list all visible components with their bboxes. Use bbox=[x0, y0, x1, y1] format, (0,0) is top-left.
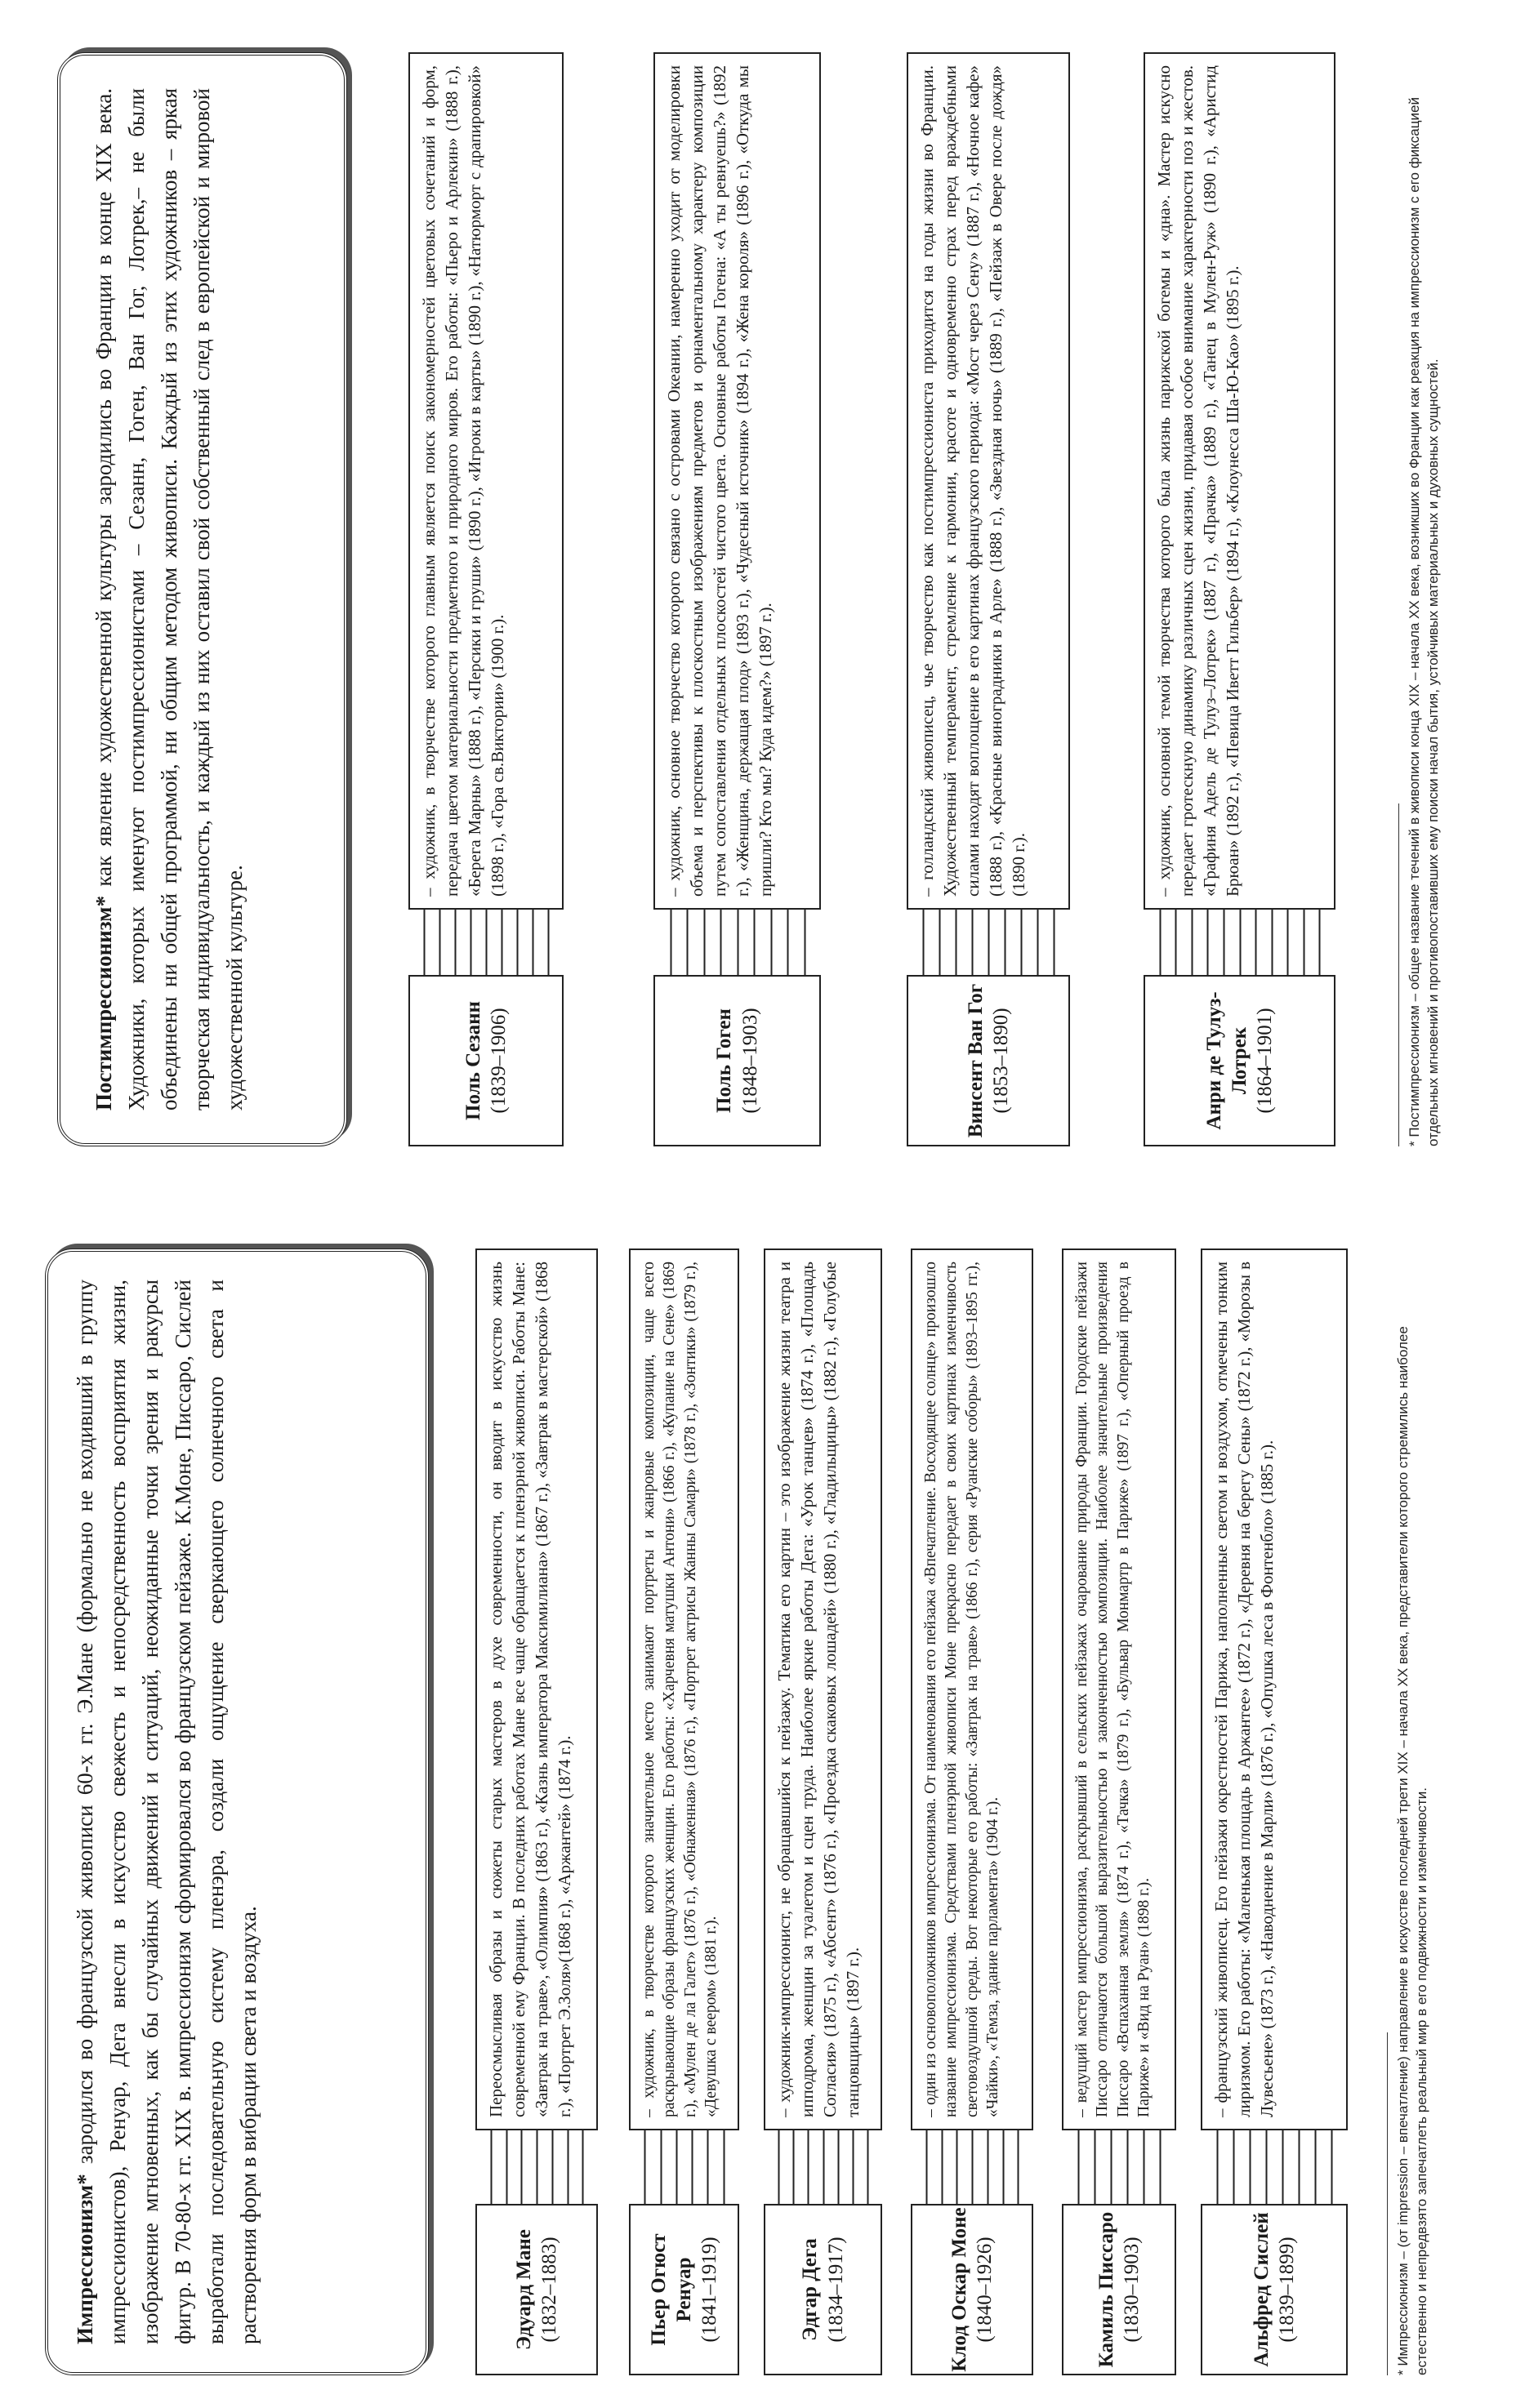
artist-description: – голландский живописец, чье творчество как постимпрессиониста приходится на годы жизни во Франции. Художественный темперамент, стремление к гармонии, красоте и одновременно страх перед враждебными силами находят воплощение в его картинах французского периода: «Мост через Сену» (1887 г.), «Ночное кафе» (1888 г.), «Красные виноградники в Арле» (1888 г.), «Звездная ночь» (1889 г.), «Пейзаж в Овере после дождя» (1890 г.). bbox=[907, 52, 1070, 910]
artist-years: (1834–1917) bbox=[824, 2237, 847, 2343]
artist-name-box bbox=[1144, 975, 1335, 1146]
artist-name: Поль Гоген bbox=[713, 1008, 736, 1113]
connector-lines bbox=[1062, 2130, 1176, 2204]
footnote-rule bbox=[1398, 803, 1399, 1146]
artist-description: – художник, в творчестве которого главным является поиск закономерностей цветовых сочетаний и форм, передача цветом материальности предметного и природного миров. Его работы: «Пьеро и Арлекин» (1888 г.), «Берега Марны» (1888 г.), «Персики и груши» (1890 г.), «Игроки в карты» (1890 г.), «Натюрморт с драпировкой» (1898 г.), «Гора св.Виктории» (1900 г.). bbox=[408, 52, 564, 910]
postimpressionism-intro bbox=[57, 52, 347, 1146]
connector-lines bbox=[629, 2130, 739, 2204]
impressionism-intro bbox=[45, 1249, 429, 2375]
footnote bbox=[1387, 1249, 1432, 2375]
footnote-text: * Импрессионизм – (от impression – впечатление) направление в искусстве последней трети XIX – начала XX века, представители которого стремились наиболее естественно и непредвзято запечатлеть реальный мир в его подвижности и изменчивости. bbox=[1395, 1326, 1429, 2375]
artist-name: Альфред Сислей bbox=[1250, 2212, 1273, 2367]
artist-description: – художник, основное творчество которого связано с островами Океании, намеренно уходит от моделировки объема и перспективы к плоскостным изображениям предметов и орнаментальному характеру композиции путем сопоставления отдельных плоскостей чистого цвета. Основные работы Гогена: «А ты ревнуешь?» (1892 г.), «Женщина, держащая плод» (1893 г.), «Чудесный источник» (1894 г.), «Жена короля» (1896 г.), «Откуда мы пришли? Кто мы? Куда идем?» (1897 г.). bbox=[653, 52, 821, 910]
artist-years: (1841–1919) bbox=[698, 2237, 721, 2343]
connector-lines bbox=[911, 2130, 1033, 2204]
artist-description: – художник, в творчестве которого значительное место занимают портреты и жанровые композиции, чаще всего раскрывающие образы французских женщин. Его работы: «Харчевня матушки Антони» (1866 г.), «Купание на Сене» (1869 г.), «Мулен де ла Галет» (1876 г.), «Обнаженная» (1876 г.), «Портрет актрисы Жанны Самари» (1878 г.), «Зонтики» (1879 г.), «Девушка с веером» (1881 г.). bbox=[629, 1249, 739, 2130]
artist-name: Эдуард Мане bbox=[512, 2229, 535, 2350]
artist-name: Клод Оскар Моне bbox=[948, 2207, 970, 2372]
intro-text: зародился во французской живописи 60-х гг. Э.Мане (формально не входивший в группу импрессионистов), Ренуар, Дега внесли в искусство свежесть и непосредственность восприятия жизни, изображение мгновенных, как бы случайных движений и ситуаций, неожиданные точки зрения и ракурсы фигур. В 70-80-х гг. XIX в. импрессионизм сформировался во французском пейзаже. К.Моне, Писсаро, Сислей выработали последовательную систему пленэра, создали ощущение сверкающего солнечного света и растворения форм в вибрации света и воздуха. bbox=[73, 1280, 261, 2344]
intro-text: как явление художественной культуры зародились во Франции в конце XIX века. Художники, которых именуют постимпрессионистами – Сезанн, Гоген, Ван Гог, Лотрек,– не были объединены ни общей программой, ни общим методом живописи. Каждый из этих художников – яркая творческая индивидуальность, и каждый из них оставил свой собственный след в европейской и мировой художественной культуре. bbox=[91, 88, 247, 1111]
artist-years: (1832–1883) bbox=[538, 2237, 560, 2343]
intro-term: Постимпрессионизм* bbox=[91, 895, 116, 1111]
artist-name-box bbox=[764, 2204, 882, 2375]
artist-name-box bbox=[653, 975, 821, 1146]
artist-name-box bbox=[408, 975, 564, 1146]
connector-lines bbox=[1201, 2130, 1348, 2204]
artist-description: – французский живописец. Его пейзажи окрестностей Парижа, наполненные светом и воздухом, отмечены тонким лиризмом. Его работы: «Маленькая площадь в Аржантее» (1872 г.), «Деревня на берегу Сены» (1872 г.), «Морозы в Лувесьене» (1873 г.), «Наводнение в Марли» (1876 г.), «Опушка леса в Фонтенбло» (1885 г.). bbox=[1201, 1249, 1348, 2130]
connector-comb bbox=[907, 910, 1070, 975]
artist-name-box bbox=[475, 2204, 598, 2375]
artist-years: (1848–1903) bbox=[738, 1008, 761, 1114]
artist-years: (1840–1926) bbox=[974, 2237, 996, 2343]
connector-lines bbox=[764, 2130, 882, 2204]
footnote bbox=[1398, 52, 1443, 1146]
intro-term: Импрессионизм* bbox=[73, 2174, 97, 2344]
connector-lines bbox=[1144, 910, 1335, 975]
artist-years: (1839–1899) bbox=[1276, 2237, 1298, 2343]
connector-lines bbox=[653, 910, 821, 975]
artist-description: – художник, основной темой творчества которого была жизнь парижской богемы и «дна». Мастер искусно передает гротескную динамику различных сцен жизни, придавая особое внимание характерности поз и жестов. «Графиня Адель де Тулуз–Лотрек» (1887 г.), «Прачка» (1889 г.), «Танец в Мулен-Руж» (1890 г.), «Аристид Брюан» (1892 г.), «Певица Иветт Гильбер» (1894 г.), «Клоунесса Ша-Ю-Као» (1895 г.). bbox=[1144, 52, 1335, 910]
artist-years: (1830–1903) bbox=[1121, 2237, 1143, 2343]
artist-description: – ведущий мастер импрессионизма, раскрывший в сельских пейзажах очарование природы Франции. Городские пейзажи Писсаро отличаются большой выразительностью и законченностью композиции. Наиболее значительные произведения Писсаро «Вспаханная земля» (1874 г.), «Тачка» (1879 г.), «Бульвар Монмартр в Париже» (1897 г.), «Оперный проезд в Париже» и «Вид на Руан» (1898 г.). bbox=[1062, 1249, 1176, 2130]
connector-comb bbox=[911, 2130, 1033, 2204]
artist-name: Камиль Писсаро bbox=[1095, 2211, 1117, 2368]
artist-name-box bbox=[629, 2204, 739, 2375]
artist-name: Анри де Тулуз-Лотрек bbox=[1202, 991, 1251, 1130]
footnote-rule bbox=[1387, 2032, 1388, 2375]
artist-name-box bbox=[911, 2204, 1033, 2375]
artist-years: (1839–1906) bbox=[488, 1008, 510, 1114]
connector-comb bbox=[408, 910, 564, 975]
artist-name-box bbox=[1201, 2204, 1348, 2375]
connector-comb bbox=[1062, 2130, 1176, 2204]
artist-description: – один из основоположников импрессионизма. От наименования его пейзажа «Впечатление. Восходящее солнце» произошло название импрессионизма. Средствами пленэрной живописи Моне прекрасно передает в своих картинах изменчивость световоздушной среды. Вот некоторые его работы: «Завтрак на траве» (1866 г.), серия «Руанские соборы» (1893–1895 гг.), «Чайки», «Темза, здание парламента» (1904 г.). bbox=[911, 1249, 1033, 2130]
artist-name-box bbox=[1062, 2204, 1176, 2375]
artist-years: (1853–1890) bbox=[990, 1008, 1012, 1114]
artist-years: (1864–1901) bbox=[1254, 1008, 1277, 1114]
connector-lines bbox=[475, 2130, 598, 2204]
connector-lines bbox=[907, 910, 1070, 975]
footnote-text: * Постимпрессионизм – общее название течений в живописи конца XIX – начала XX века, возникших во Франции как реакция на импрессионизм с его фиксацией отдельных мгновений и противопоставивших ему поиски начал бытия, устойчивых материальных и духовных сущностей. bbox=[1407, 97, 1441, 1146]
connector-comb bbox=[629, 2130, 739, 2204]
connector-comb bbox=[653, 910, 821, 975]
artist-description: – художник-импрессионист, не обращавшийся к пейзажу. Тематика его картин – это изображение жизни театра и ипподрома, женщин за туалетом и сцен труда. Наиболее яркие работы Дега: «Урок танцев» (1874 г.), «Площадь Согласия» (1875 г.), «Абсент» (1876 г.), «Проездка скаковых лошадей» (1880 г.), «Гладильщицы» (1882 г.), «Голубые танцовщицы» (1897 г.). bbox=[764, 1249, 882, 2130]
connector-lines bbox=[408, 910, 564, 975]
connector-comb bbox=[475, 2130, 598, 2204]
artist-name-box bbox=[907, 975, 1070, 1146]
artist-name: Поль Сезанн bbox=[461, 1001, 484, 1120]
connector-comb bbox=[764, 2130, 882, 2204]
connector-comb bbox=[1144, 910, 1335, 975]
artist-description: Переосмысливая образы и сюжеты старых мастеров в духе современности, он вводит в искусство жизнь современной ему Франции. В последних работах Мане все чаще обращается к пленэрной живописи. Работы Мане: «Завтрак на траве», «Олимпия» (1863 г.), «Казнь императора Максимилиана» (1867 г.), «Завтрак в мастерской» (1868 г.), «Портрет Э.Золя»(1868 г.), «Аржантей» (1874 г.). bbox=[475, 1249, 598, 2130]
postimpressionism-section bbox=[0, 16, 1516, 1191]
impressionism-section bbox=[0, 1216, 1516, 2408]
artist-name: Пьер Огюст Ренуар bbox=[647, 2233, 695, 2346]
connector-comb bbox=[1201, 2130, 1348, 2204]
artist-name: Винсент Ван Гог bbox=[964, 983, 987, 1138]
artist-name: Эдгар Дега bbox=[799, 2238, 822, 2341]
